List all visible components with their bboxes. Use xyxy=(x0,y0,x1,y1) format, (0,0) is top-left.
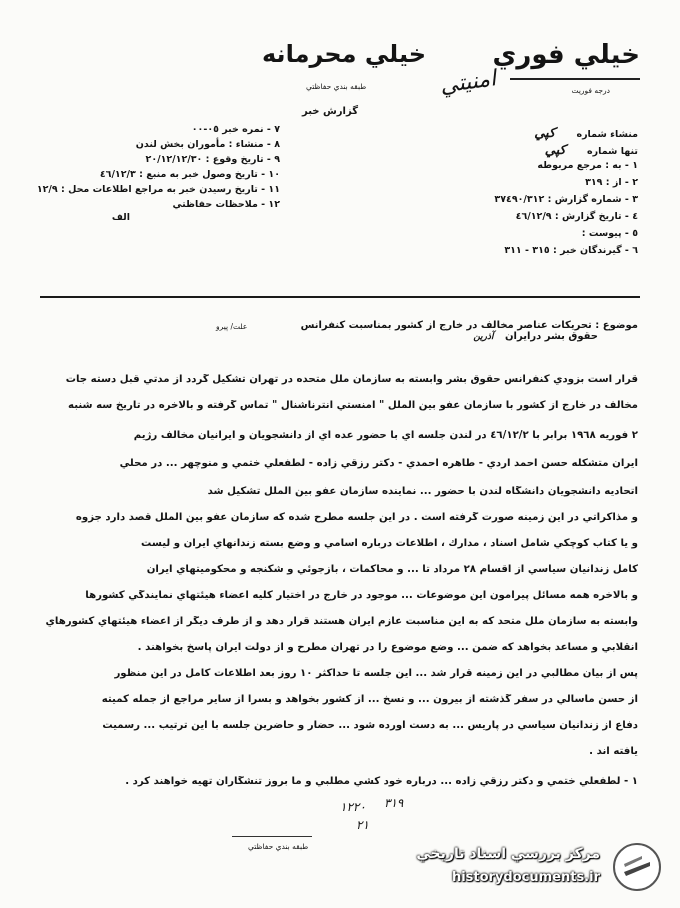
body-line-10: وابسته به سازمان ملل متحد كه به اين مناسبت عازم ايران هستند قرار دهد و از طرف ديگر از اعضاء هيئتهاي كشورهاي xyxy=(45,616,638,627)
watermark-logo-icon xyxy=(612,842,662,892)
footer-hand-2: ٣١٩ xyxy=(384,796,404,810)
body-line-7: و يا كتاب كوچكي شامل اسناد ، مدارك ، اطلاعات درباره اسامي و وضع بسته زندانهاي ايران و ليست xyxy=(141,538,638,549)
subject-hand-note: آذرين xyxy=(473,332,494,342)
field-from: ٢ - از : ٣١٩ xyxy=(585,177,638,188)
field-source: ٨ - منشاء : مأموران بخش لندن xyxy=(135,139,280,150)
field-report-number: ٣ - شماره گزارش : ٣٧٤٩٠/٣١٢ xyxy=(494,194,638,205)
body-line-11: انقلابي و مساعد بخواهد كه ضمن ... وضع موضوع را در تهران مطرح و از دولت ايران پاسخ بخواهند . xyxy=(137,642,638,653)
field-recipients: ٦ - گيرندگان خبر : ٣١٥ - ٣١١ xyxy=(504,245,638,256)
urgency-title: خيلي فوري xyxy=(492,40,640,70)
field-origin-number-label: منشاء شماره xyxy=(576,129,638,140)
subject-label: موضوع : xyxy=(595,320,638,331)
subject-block xyxy=(208,320,638,342)
security-title: خيلي محرمانه xyxy=(262,40,427,68)
footer-line: ١ - لطفعلي ختمي و دكتر رزقي زاده ... درباره خود كشي مطلبي و ما بروز تنشگاران تهيه خواهند كرد . xyxy=(125,776,638,787)
urgency-underline xyxy=(510,78,640,80)
watermark-url: historydocuments.ir xyxy=(451,870,600,885)
field-copy-number-hand: كپي xyxy=(544,143,566,158)
left-fields xyxy=(36,124,280,223)
field-received-date: ١٠ - تاريخ وصول خبر به منبع : ٤٦/١٢/٣ xyxy=(99,169,280,180)
field-to: ١ - به : مرجع مربوطه xyxy=(537,160,638,171)
report-type: گزارش خبر xyxy=(302,106,359,117)
body-line-8: كامل زندانيان سياسي از اقسام ٢٨ مرداد تا ... و محاكمات ، بازجوئي و شكنجه و محكوميتهاي ايران xyxy=(146,564,638,575)
field-news-number: ٧ - نمره خبر ٠٥-٠٠ xyxy=(191,124,280,135)
handwritten-security-mark: امنيتي xyxy=(438,66,498,99)
field-copy-number-label: تنها شماره xyxy=(587,146,638,157)
footer-stamp-line xyxy=(232,836,312,837)
body-line-3: ٢ فوريه ١٩٦٨ برابر با ٤٦/١٢/٢ در لندن جلسه اي با حضور عده اي از دانشجويان و ايرانيان مخالف رژيم xyxy=(133,430,638,441)
header-divider xyxy=(40,296,640,298)
field-attachment: ٥ - پيوست : xyxy=(581,228,638,239)
footer-stamp-label: طبقه بندي حفاظتي xyxy=(248,842,309,851)
field-note-alef: الف xyxy=(111,212,130,223)
footer-hand-1: ١٢٢٠ xyxy=(340,800,366,814)
subject-line-2 xyxy=(208,331,638,342)
field-origin-number xyxy=(408,126,638,143)
subject-text-1: تحريكات عناصر مخالف در خارج از كشور بمناسبت كنفرانس xyxy=(300,320,592,331)
subject-line-1 xyxy=(208,320,638,331)
right-fields xyxy=(408,126,638,262)
field-security-notes: ١٢ - ملاحظات حفاظتي xyxy=(172,199,280,210)
urgency-label: درجه فوريت xyxy=(571,86,610,95)
body-line-13: از حسن ماسالي در سفر گذشته از بيرون ... و نسخ ... از كشور بخواهد و بسرا از ساير مراجع از جمله كميته xyxy=(101,694,638,705)
field-event-date: ٩ - تاريخ وقوع : ٢٠/١٢/١٢/٣٠ xyxy=(145,154,280,165)
body-line-4: ايران متشكله حسن احمد اردي - طاهره احمدي - دكتر رزقي زاده - لطفعلي ختمي و منوچهر ... در محلي xyxy=(119,458,638,469)
field-report-date: ٤ - تاريخ گزارش : ٤٦/١٢/٩ xyxy=(515,211,638,222)
field-origin-number-hand: كپي xyxy=(534,126,556,141)
body-line-6: و مذاكراتي در اين زمينه صورت گرفته است . در اين جلسه مطرح شده كه سازمان عفو بين الملل قصد دارد جزوه xyxy=(75,512,638,523)
body-line-9: و بالاخره همه مسائل پيرامون اين موضوعات ... موجود در خارج در اختيار كليه اعضاء هيئتهاي نمايندگي كشورها xyxy=(85,590,638,601)
watermark-title: مركز بررسي اسناد تاريخي xyxy=(416,846,600,862)
security-label: طبقه بندي حفاظتي xyxy=(306,82,367,91)
body-line-5: اتحاديه دانشجويان دانشگاه لندن با حضور ... نماينده سازمان عفو بين الملل تشكيل شد xyxy=(207,486,638,497)
body-line-14: دفاع از زندانيان سياسي در پاريس ... به دست آورده شود ... حضار و حاضرين جلسه با اين ترتيب ... رسميت xyxy=(102,720,638,731)
footer-hand-3: ٢١ xyxy=(356,818,369,832)
body-line-2: مخالف در خارج از كشور با سازمان عفو بين الملل " امنستي انترناشنال " تماس گرفته و بالاخره در تاريخ سه شنبه xyxy=(68,400,638,411)
body-line-15: يافته اند . xyxy=(589,746,638,757)
body-line-12: پس از بيان مطالبي در اين زمينه قرار شد ... اين جلسه تا حداكثر ١٠ روز بعد اطلاعات كامل در اين منظور xyxy=(114,668,638,679)
field-copy-number xyxy=(408,143,638,160)
body-line-1: قرار است بزودي كنفرانس حقوق بشر وابسته به سازمان ملل متحده در تهران تشكيل گردد از مدتي قبل دسته جات xyxy=(65,374,638,385)
subject-side-note: علت/ پيرو xyxy=(216,322,248,331)
subject-text-2: حقوق بشر درايران xyxy=(505,331,598,342)
field-local-date: ١١ - تاريخ رسيدن خبر به مراجع اطلاعات محل : ١٢/٩ xyxy=(36,184,280,195)
